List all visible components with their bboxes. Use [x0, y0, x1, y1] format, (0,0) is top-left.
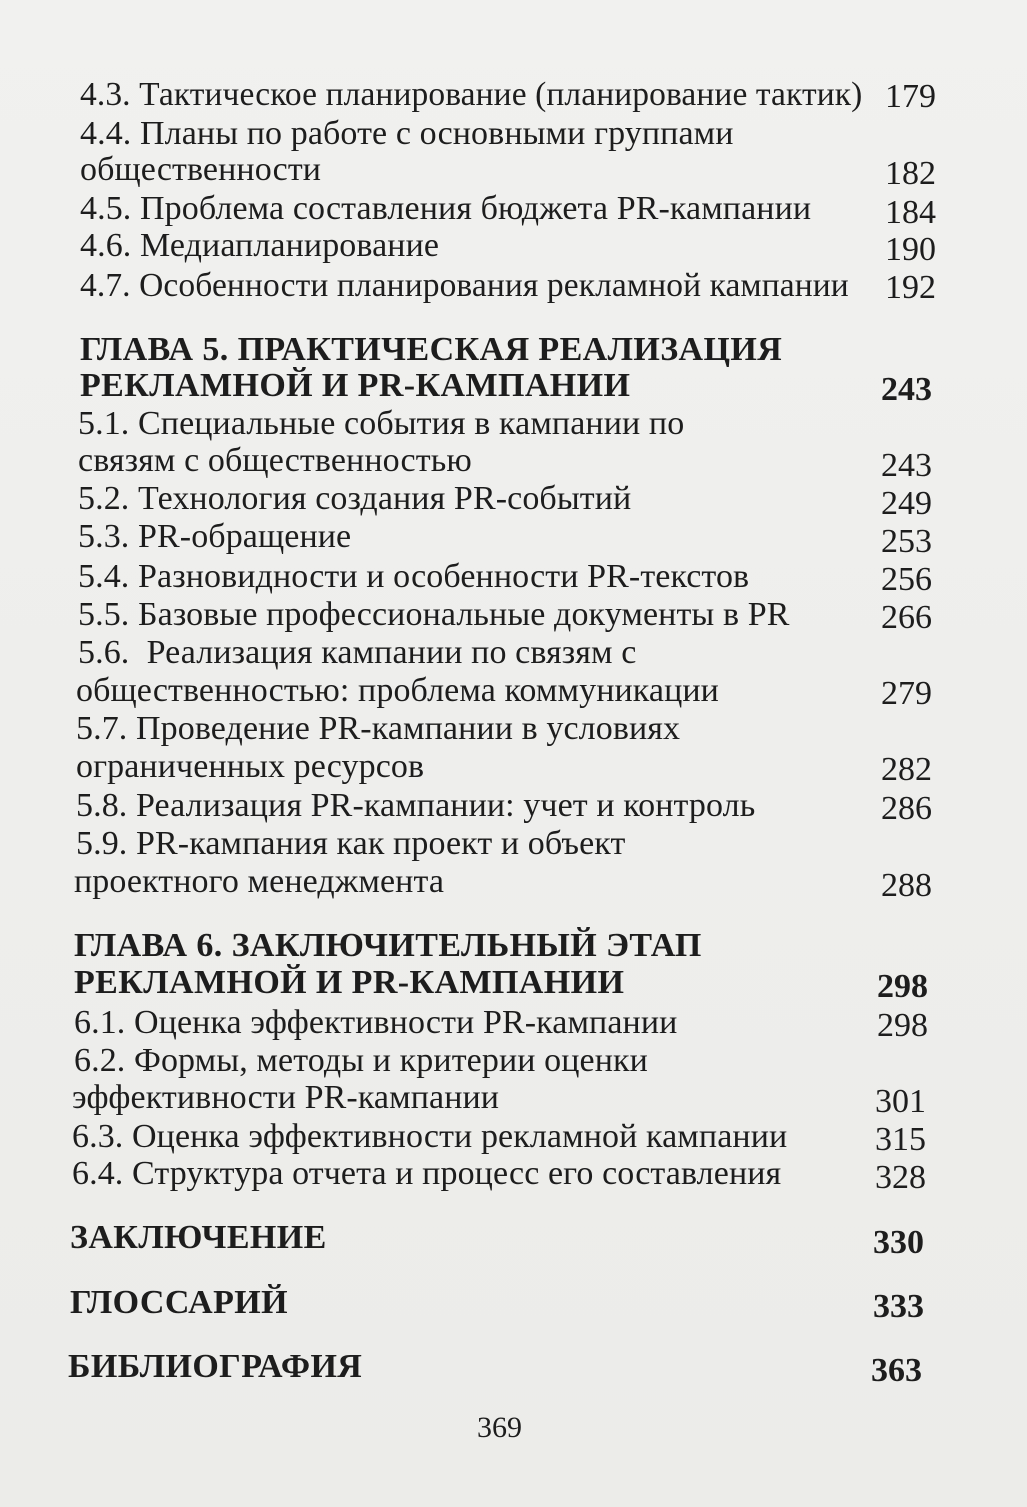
toc-entry-5-6-cont: общественностью: проблема коммуникации: [76, 672, 719, 709]
conclusion-page: 330: [873, 1224, 924, 1261]
chapter-5-heading-cont: РЕКЛАМНОЙ И PR-КАМПАНИИ: [80, 367, 631, 404]
glossary-page: 333: [873, 1288, 924, 1325]
toc-entry-4-6: 4.6. Медиапланирование: [80, 227, 440, 264]
toc-entry-5-5: 5.5. Базовые профессиональные документы в PR: [78, 596, 790, 633]
toc-entry-5-3: 5.3. PR-обращение: [78, 518, 352, 555]
toc-entry-4-5: 4.5. Проблема составления бюджета PR-кампании: [80, 190, 812, 227]
toc-entry-6-2-cont: эффективности PR-кампании: [72, 1079, 500, 1116]
toc-page-6-2: 301: [875, 1083, 926, 1120]
toc-page-4-5: 184: [885, 194, 936, 231]
page-number: 369: [477, 1411, 522, 1444]
toc-entry-4-4: 4.4. Планы по работе с основными группами: [80, 115, 734, 152]
chapter-5-heading: ГЛАВА 5. ПРАКТИЧЕСКАЯ РЕАЛИЗАЦИЯ: [80, 331, 783, 368]
glossary-heading: ГЛОССАРИЙ: [70, 1284, 288, 1321]
toc-entry-5-4: 5.4. Разновидности и особенности PR-текстов: [78, 558, 750, 595]
toc-entry-6-1: 6.1. Оценка эффективности PR-кампании: [74, 1004, 678, 1041]
toc-entry-4-7: 4.7. Особенности планирования рекламной кампании: [80, 267, 849, 304]
toc-page-5-4: 256: [881, 561, 932, 598]
chapter-6-heading-cont: РЕКЛАМНОЙ И PR-КАМПАНИИ: [74, 964, 625, 1001]
toc-entry-6-3: 6.3. Оценка эффективности рекламной кампании: [72, 1118, 788, 1155]
toc-page-4-3: 179: [885, 78, 936, 115]
toc-page-6-3: 315: [875, 1121, 926, 1158]
toc-page-6-4: 328: [875, 1159, 926, 1196]
toc-entry-5-2: 5.2. Технология создания PR-событий: [78, 480, 632, 517]
toc-entry-6-4: 6.4. Структура отчета и процесс его составления: [72, 1155, 782, 1192]
bibliography-heading: БИБЛИОГРАФИЯ: [68, 1348, 363, 1385]
chapter-6-page: 298: [877, 968, 928, 1005]
toc-entry-5-7: 5.7. Проведение PR-кампании в условиях: [76, 710, 681, 747]
toc-page-4-4: 182: [885, 155, 936, 192]
toc-page-5-8: 286: [881, 790, 932, 827]
toc-page-5-9: 288: [881, 867, 932, 904]
toc-entry-5-9: 5.9. PR-кампания как проект и объект: [76, 825, 626, 862]
toc-entry-4-4-cont: общественности: [80, 151, 322, 188]
toc-entry-5-8: 5.8. Реализация PR-кампании: учет и контроль: [76, 787, 756, 824]
conclusion-heading: ЗАКЛЮЧЕНИЕ: [70, 1219, 327, 1256]
toc-entry-6-2: 6.2. Формы, методы и критерии оценки: [74, 1042, 648, 1079]
bibliography-page: 363: [871, 1352, 922, 1389]
toc-entry-5-7-cont: ограниченных ресурсов: [76, 748, 425, 785]
toc-entry-5-6: 5.6. Реализация кампании по связям с: [78, 634, 637, 671]
toc-entry-4-3: 4.3. Тактическое планирование (планирование тактик): [80, 76, 863, 113]
toc-page-4-7: 192: [885, 269, 936, 306]
toc-entry-5-9-cont: проектного менеджмента: [74, 863, 445, 900]
toc-entry-5-1-cont: связям с общественностью: [78, 442, 472, 479]
toc-page-5-3: 253: [881, 523, 932, 560]
toc-page-5-5: 266: [881, 599, 932, 636]
toc-page-5-6: 279: [881, 675, 932, 712]
toc-page-5-1: 243: [881, 447, 932, 484]
toc-page-4-6: 190: [885, 231, 936, 268]
toc-page-5-2: 249: [881, 485, 932, 522]
chapter-6-heading: ГЛАВА 6. ЗАКЛЮЧИТЕЛЬНЫЙ ЭТАП: [74, 927, 702, 964]
toc-page-6-1: 298: [877, 1007, 928, 1044]
chapter-5-page: 243: [881, 371, 932, 408]
toc-entry-5-1: 5.1. Специальные события в кампании по: [78, 405, 685, 442]
toc-page-5-7: 282: [881, 751, 932, 788]
